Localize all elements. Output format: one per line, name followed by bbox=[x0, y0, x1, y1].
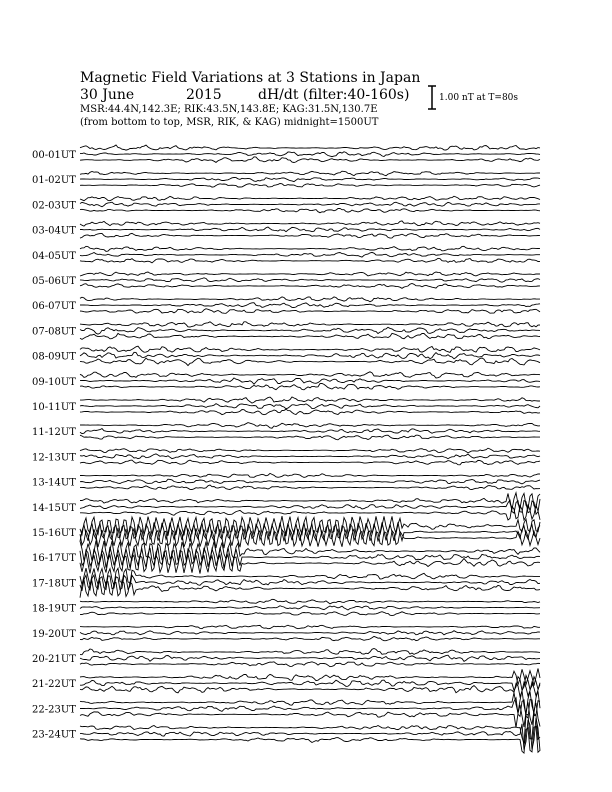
row-label-08-09UT: 08-09UT bbox=[32, 351, 76, 363]
scale-bar-label: 1.00 nT at T=80s bbox=[439, 93, 519, 103]
trace-09-10UT-KAG bbox=[80, 372, 540, 378]
chart-title: Magnetic Field Variations at 3 Stations in Japan bbox=[80, 70, 421, 86]
row-label-23-24UT: 23-24UT bbox=[32, 729, 76, 741]
date-label: 30 June bbox=[80, 87, 135, 103]
trace-00-01UT-MSR bbox=[80, 157, 540, 163]
trace-22-23UT-MSR bbox=[80, 702, 540, 727]
row-label-18-19UT: 18-19UT bbox=[32, 603, 76, 615]
trace-18-19UT-RIK bbox=[80, 606, 540, 610]
trace-12-13UT-RIK bbox=[80, 454, 540, 459]
trace-00-01UT-RIK bbox=[80, 152, 540, 157]
trace-06-07UT-RIK bbox=[80, 303, 540, 308]
trace-03-04UT-KAG bbox=[80, 221, 540, 226]
trace-01-02UT-KAG bbox=[80, 171, 540, 176]
trace-11-12UT-RIK bbox=[80, 429, 540, 434]
trace-11-12UT-MSR bbox=[80, 435, 540, 440]
row-label-15-16UT: 15-16UT bbox=[32, 528, 76, 539]
row-label-06-07UT: 06-07UT bbox=[32, 301, 76, 313]
row-label-12-13UT: 12-13UT bbox=[32, 452, 76, 464]
trace-06-07UT-MSR bbox=[80, 309, 540, 314]
row-label-group bbox=[32, 150, 76, 741]
trace-20-21UT-KAG bbox=[80, 649, 540, 655]
trace-23-24UT-KAG bbox=[80, 714, 540, 744]
trace-13-14UT-MSR bbox=[80, 485, 540, 490]
trace-04-05UT-KAG bbox=[80, 246, 540, 251]
trace-07-08UT-RIK bbox=[80, 327, 540, 334]
trace-08-09UT-KAG bbox=[80, 346, 540, 352]
trace-18-19UT-KAG bbox=[80, 599, 540, 604]
row-label-14-15UT: 14-15UT bbox=[32, 502, 76, 514]
row-label-17-18UT: 17-18UT bbox=[32, 578, 76, 590]
trace-23-24UT-MSR bbox=[80, 726, 540, 753]
row-label-11-12UT: 11-12UT bbox=[32, 427, 76, 439]
row-label-13-14UT: 13-14UT bbox=[32, 477, 76, 489]
trace-19-20UT-KAG bbox=[80, 625, 540, 629]
trace-10-11UT-KAG bbox=[80, 397, 540, 403]
row-label-02-03UT: 02-03UT bbox=[32, 200, 76, 212]
trace-01-02UT-RIK bbox=[80, 178, 540, 182]
station-order-note: (from bottom to top, MSR, RIK, & KAG) midnight=1500UT bbox=[80, 117, 379, 128]
trace-04-05UT-MSR bbox=[80, 258, 540, 263]
trace-01-02UT-MSR bbox=[80, 184, 540, 188]
row-label-16-17UT: 16-17UT bbox=[32, 553, 76, 565]
trace-19-20UT-RIK bbox=[80, 631, 540, 635]
trace-09-10UT-RIK bbox=[80, 378, 540, 384]
trace-13-14UT-RIK bbox=[80, 479, 540, 484]
row-label-01-02UT: 01-02UT bbox=[32, 175, 76, 187]
trace-10-11UT-MSR bbox=[80, 409, 540, 414]
trace-08-09UT-MSR bbox=[80, 358, 540, 366]
row-label-05-06UT: 05-06UT bbox=[32, 276, 76, 287]
scale-bar bbox=[428, 86, 436, 109]
trace-08-09UT-RIK bbox=[80, 352, 540, 359]
row-label-00-01UT: 00-01UT bbox=[32, 150, 76, 161]
row-label-19-20UT: 19-20UT bbox=[32, 628, 76, 640]
quantity-label: dH/dt (filter:40-160s) bbox=[258, 87, 410, 103]
row-label-22-23UT: 22-23UT bbox=[32, 704, 76, 716]
trace-07-08UT-KAG bbox=[80, 322, 540, 327]
trace-10-11UT-RIK bbox=[80, 404, 540, 409]
trace-05-06UT-KAG bbox=[80, 272, 540, 276]
trace-18-19UT-MSR bbox=[80, 612, 540, 616]
trace-group bbox=[80, 145, 540, 753]
trace-02-03UT-RIK bbox=[80, 202, 540, 207]
trace-12-13UT-KAG bbox=[80, 448, 540, 453]
row-label-03-04UT: 03-04UT bbox=[32, 225, 76, 237]
trace-13-14UT-KAG bbox=[80, 473, 540, 477]
trace-05-06UT-MSR bbox=[80, 284, 540, 289]
trace-06-07UT-KAG bbox=[80, 297, 540, 302]
trace-05-06UT-RIK bbox=[80, 278, 540, 282]
row-label-21-22UT: 21-22UT bbox=[32, 679, 76, 691]
trace-07-08UT-MSR bbox=[80, 333, 540, 339]
row-label-04-05UT: 04-05UT bbox=[32, 250, 76, 262]
trace-21-22UT-KAG bbox=[80, 669, 540, 686]
trace-19-20UT-MSR bbox=[80, 636, 540, 640]
trace-09-10UT-MSR bbox=[80, 384, 540, 390]
trace-02-03UT-MSR bbox=[80, 208, 540, 212]
year-label: 2015 bbox=[186, 87, 222, 103]
trace-11-12UT-KAG bbox=[80, 423, 540, 429]
trace-00-01UT-KAG bbox=[80, 145, 540, 150]
trace-22-23UT-KAG bbox=[80, 691, 540, 715]
station-coordinates: MSR:44.4N,142.3E; RIK:43.5N,143.8E; KAG:31.5N,130.7E bbox=[80, 104, 378, 115]
trace-23-24UT-RIK bbox=[80, 718, 540, 751]
row-label-07-08UT: 07-08UT bbox=[32, 326, 76, 338]
row-label-09-10UT: 09-10UT bbox=[32, 376, 76, 388]
trace-20-21UT-RIK bbox=[80, 655, 540, 661]
row-label-10-11UT: 10-11UT bbox=[32, 402, 76, 413]
trace-12-13UT-MSR bbox=[80, 460, 540, 465]
trace-02-03UT-KAG bbox=[80, 196, 540, 201]
trace-03-04UT-RIK bbox=[80, 227, 540, 232]
trace-16-17UT-MSR bbox=[80, 552, 540, 573]
trace-03-04UT-MSR bbox=[80, 233, 540, 238]
trace-04-05UT-RIK bbox=[80, 252, 540, 257]
trace-20-21UT-MSR bbox=[80, 662, 540, 667]
row-label-20-21UT: 20-21UT bbox=[32, 654, 76, 665]
